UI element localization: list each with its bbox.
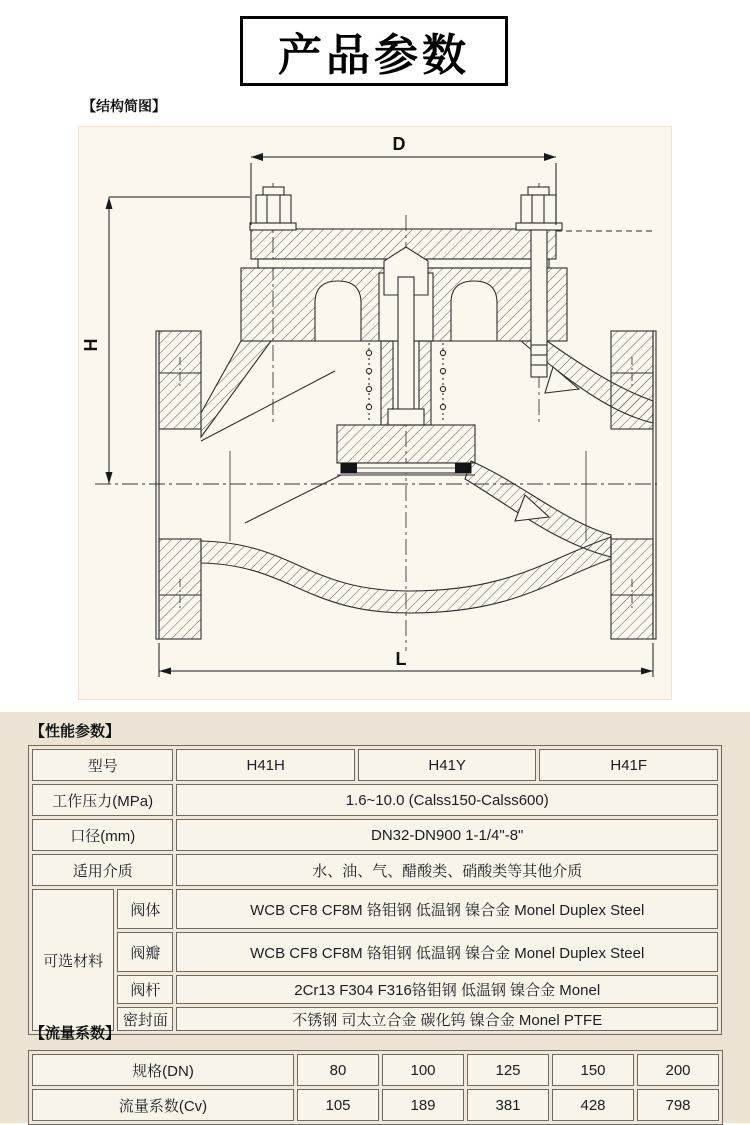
model-cell: H41H — [176, 749, 355, 781]
flow-coefficient-table — [28, 1050, 723, 1125]
row-header-materials: 可选材料 — [32, 889, 114, 1031]
row-header-medium: 适用介质 — [32, 854, 173, 886]
cv-cell: 105 — [297, 1089, 379, 1121]
table-row — [32, 784, 718, 816]
structure-diagram-panel — [78, 126, 672, 700]
body-material-value: WCB CF8 CF8M 铬钼钢 低温钢 镍合金 Monel Duplex Steel — [176, 889, 718, 929]
row-header-pressure: 工作压力(MPa) — [32, 784, 173, 816]
medium-value: 水、油、气、醋酸类、硝酸类等其他介质 — [176, 854, 718, 886]
table-row — [32, 819, 718, 851]
row-header-stem: 阀杆 — [117, 975, 173, 1004]
page-title — [240, 16, 508, 86]
valve-disc — [337, 409, 475, 475]
seal-material-value: 不锈钢 司太立合金 碳化钨 镍合金 Monel PTFE — [176, 1007, 718, 1031]
table-row — [32, 932, 718, 972]
diameter-value: DN32-DN900 1-1/4"-8" — [176, 819, 718, 851]
disc-material-value: WCB CF8 CF8M 铬钼钢 低温钢 镍合金 Monel Duplex Steel — [176, 932, 718, 972]
row-header-cv: 流量系数(Cv) — [32, 1089, 294, 1121]
table-row — [32, 1089, 719, 1121]
cv-cell: 798 — [637, 1089, 719, 1121]
dn-cell: 80 — [297, 1054, 379, 1086]
cv-cell: 189 — [382, 1089, 464, 1121]
table-row — [32, 1007, 718, 1031]
dim-label-l: L — [395, 649, 407, 669]
row-header-dn: 规格(DN) — [32, 1054, 294, 1086]
left-flange — [156, 331, 201, 639]
table-row — [32, 889, 718, 929]
row-header-model: 型号 — [32, 749, 173, 781]
flow-section-label: 【流量系数】 — [30, 1025, 121, 1042]
dim-label-d: D — [392, 134, 406, 154]
performance-section-label: 【性能参数】 — [30, 723, 121, 740]
right-flange — [611, 331, 656, 639]
pressure-value: 1.6~10.0 (Calss150-Calss600) — [176, 784, 718, 816]
valve-cross-section-drawing — [79, 127, 673, 701]
row-header-seal: 密封面 — [117, 1007, 173, 1031]
dn-cell: 125 — [467, 1054, 549, 1086]
table-row — [32, 975, 718, 1004]
structure-diagram-label: 【结构简图】 — [82, 98, 166, 114]
spec-section — [0, 712, 750, 1123]
row-header-body: 阀体 — [117, 889, 173, 929]
dn-cell: 150 — [552, 1054, 634, 1086]
dn-cell: 100 — [382, 1054, 464, 1086]
dn-cell: 200 — [637, 1054, 719, 1086]
model-cell: H41F — [539, 749, 718, 781]
cv-cell: 381 — [467, 1089, 549, 1121]
row-header-disc: 阀瓣 — [117, 932, 173, 972]
dimension-l — [159, 643, 653, 677]
dimension-d — [251, 134, 556, 225]
table-row — [32, 854, 718, 886]
dim-label-h: H — [81, 338, 101, 352]
stem-material-value: 2Cr13 F304 F316铬钼钢 低温钢 镍合金 Monel — [176, 975, 718, 1004]
row-header-diameter: 口径(mm) — [32, 819, 173, 851]
page-title-text: 产品参数 — [278, 31, 470, 80]
performance-table — [28, 745, 722, 1035]
table-row — [32, 749, 718, 781]
model-cell: H41Y — [358, 749, 537, 781]
cv-cell: 428 — [552, 1089, 634, 1121]
bonnet-cover — [241, 229, 653, 341]
table-row — [32, 1054, 719, 1086]
